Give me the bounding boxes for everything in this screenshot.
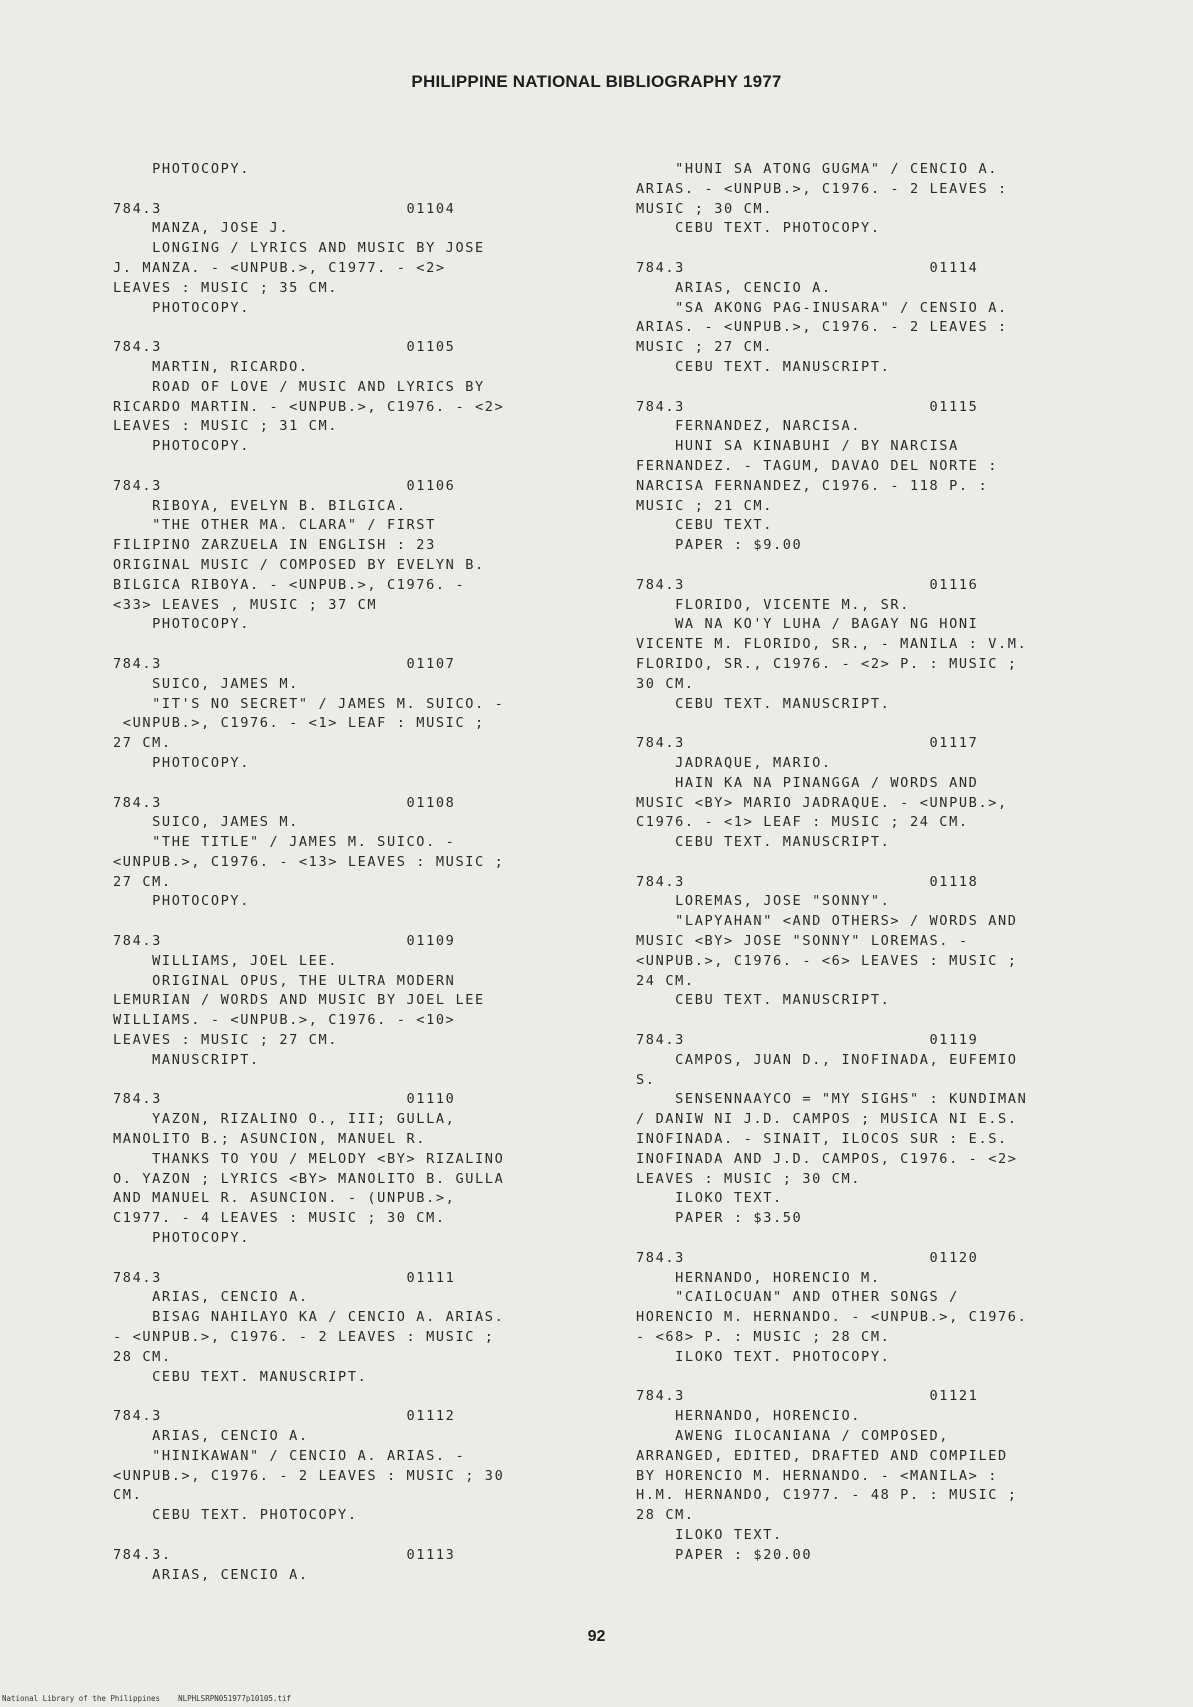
entry-line: JADRAQUE, MARIO. [636,754,832,771]
entry-line: MANUSCRIPT. [113,1051,260,1068]
entry-line: ARIAS, CENCIO A. [636,279,832,296]
entry-line: 784.3 01106 [113,477,456,494]
entry-line: - <68> P. : MUSIC ; 28 CM. [636,1329,891,1346]
entry-line: 27 CM. [113,735,172,752]
entry-line: WILLIAMS, JOEL LEE. [113,952,339,969]
entry-line: "THE TITLE" / JAMES M. SUICO. - [113,834,456,851]
entry-line: "THE OTHER MA. CLARA" / FIRST [113,517,436,534]
entry-line: LEAVES : MUSIC ; 30 CM. [636,1170,862,1187]
entry-line: LEAVES : MUSIC ; 31 CM. [113,418,339,435]
entry-line: 784.3. 01113 [113,1546,456,1563]
entry-line [113,1249,586,1269]
entry-line: 28 CM. [636,1507,695,1524]
entry-line: 784.3 01116 [636,576,979,593]
entry-line: PAPER : $9.00 [636,537,803,554]
entry-line [636,378,1094,398]
entry-line: SUICO, JAMES M. [113,814,299,831]
entry-line: ORIGINAL MUSIC / COMPOSED BY EVELYN B. [113,556,485,573]
entry-line: 784.3 01104 [113,200,456,217]
entry-line: FLORIDO, VICENTE M., SR. [636,596,910,613]
entry-line: / DANIW NI J.D. CAMPOS ; MUSICA NI E.S. [636,1111,1018,1128]
page-title: PHILIPPINE NATIONAL BIBLIOGRAPHY 1977 [411,72,782,91]
entry-line [113,457,586,477]
entry-line: ARIAS, CENCIO A. [113,1428,309,1444]
entry-line: WILLIAMS. - <UNPUB.>, C1976. - <10> [113,1012,456,1029]
entry-line: RICARDO MARTIN. - <UNPUB.>, C1976. - <2> [113,398,505,415]
entry-line: ILOKO TEXT. [636,1190,783,1207]
entry-line: PHOTOCOPY. [113,754,250,771]
entry-line: <UNPUB.>, C1976. - 2 LEAVES : MUSIC ; 30 [113,1467,505,1484]
entry-line [636,853,1094,873]
entry-line: MUSIC ; 21 CM. [636,497,773,514]
right-column [636,160,1094,1566]
entry-line: PHOTOCOPY. [113,438,250,455]
entry-line: THANKS TO YOU / MELODY <BY> RIZALINO [113,1150,505,1167]
entry-line: ARIAS. - <UNPUB.>, C1976. - 2 LEAVES : [636,180,1008,197]
entry-line: LEAVES : MUSIC ; 35 CM. [113,279,339,296]
entry-line: MANZA, JOSE J. [113,220,290,237]
entry-line: NARCISA FERNANDEZ, C1976. - 118 P. : [636,477,989,494]
entry-line: HUNI SA KINABUHI / BY NARCISA [636,438,959,455]
entry-line: ARIAS. - <UNPUB.>, C1976. - 2 LEAVES : [636,319,1008,336]
entry-line: CM. [113,1487,143,1504]
entry-line: LONGING / LYRICS AND MUSIC BY JOSE [113,240,485,257]
entry-line: PHOTOCOPY. [113,893,250,910]
entry-line: 784.3 01109 [113,933,456,950]
entry-line: CEBU TEXT. MANUSCRIPT. [113,1368,368,1385]
entry-line: ARIAS, CENCIO A. [113,1566,309,1583]
entry-line [636,1368,1094,1388]
entry-line: "IT'S NO SECRET" / JAMES M. SUICO. - [113,695,505,712]
entry-line: 784.3 01117 [636,735,979,752]
entry-line: LOREMAS, JOSE "SONNY". [636,893,891,910]
entry-line: 784.3 01108 [113,794,456,811]
entry-line: MANOLITO B.; ASUNCION, MANUEL R. [113,1131,427,1148]
entry-line: 784.3 01118 [636,873,979,890]
entry-line: ROAD OF LOVE / MUSIC AND LYRICS BY [113,378,485,395]
entry-line: FLORIDO, SR., C1976. - <2> P. : MUSIC ; [636,655,1018,672]
entry-line: SUICO, JAMES M. [113,675,299,692]
entry-line: "HINIKAWAN" / CENCIO A. ARIAS. - [113,1447,466,1464]
entry-line: 784.3 01115 [636,398,979,415]
entry-line: HAIN KA NA PINANGGA / WORDS AND [636,774,979,791]
entry-line: ILOKO TEXT. [636,1526,783,1543]
entry-line: <UNPUB.>, C1976. - <1> LEAF : MUSIC ; [113,715,485,732]
entry-line: S. [636,1071,656,1088]
entry-line [113,180,586,200]
entry-line: FERNANDEZ. - TAGUM, DAVAO DEL NORTE : [636,457,999,474]
entry-line: C1976. - <1> LEAF : MUSIC ; 24 CM. [636,814,969,831]
entry-line: CEBU TEXT. MANUSCRIPT. [636,695,891,712]
entry-line [113,1526,586,1546]
entry-line: CAMPOS, JUAN D., INOFINADA, EUFEMIO [636,1051,1018,1068]
entry-line: MUSIC ; 27 CM. [636,339,773,356]
entry-line [113,774,586,794]
entry-line: "LAPYAHAN" <AND OTHERS> / WORDS AND [636,913,1018,930]
entry-line: C1977. - 4 LEAVES : MUSIC ; 30 CM. [113,1210,446,1227]
entry-line: YAZON, RIZALINO O., III; GULLA, [113,1111,456,1128]
entry-line: CEBU TEXT. PHOTOCOPY. [113,1507,358,1524]
entry-line: CEBU TEXT. MANUSCRIPT. [636,834,891,851]
entry-line [636,556,1094,576]
entry-line: <UNPUB.>, C1976. - <6> LEAVES : MUSIC ; [636,952,1018,969]
entry-line: SENSENNAAYCO = "MY SIGHS" : KUNDIMAN [636,1091,1028,1108]
entry-line: LEAVES : MUSIC ; 27 CM. [113,1032,339,1049]
entry-line: 784.3 01119 [636,1032,979,1049]
entry-line: INOFINADA. - SINAIT, ILOCOS SUR : E.S. [636,1131,1008,1148]
entry-line: PHOTOCOPY. [113,1230,250,1247]
entry-line: 784.3 01121 [636,1388,979,1405]
entry-line: CEBU TEXT. PHOTOCOPY. [636,220,881,237]
entry-line [636,714,1094,734]
entry-line: CEBU TEXT. MANUSCRIPT. [636,358,891,375]
entry-line: 784.3 01112 [113,1408,456,1425]
entry-line: PHOTOCOPY. [113,161,250,177]
entry-line: HERNANDO, HORENCIO M. [636,1269,881,1286]
page-number: 92 [587,1628,606,1645]
entry-line: ARIAS, CENCIO A. [113,1289,309,1306]
entry-line: PHOTOCOPY. [113,616,250,633]
entry-line: PHOTOCOPY. [113,299,250,316]
entry-line: 784.3 01111 [113,1269,456,1286]
entry-line [113,912,586,932]
entry-line: <UNPUB.>, C1976. - <13> LEAVES : MUSIC ; [113,853,505,870]
entry-line: MUSIC ; 30 CM. [636,200,773,217]
entry-line: 784.3 01114 [636,259,979,276]
entry-line: 28 CM. [113,1348,172,1365]
entry-line [113,318,586,338]
entry-line: CEBU TEXT. [636,517,773,534]
entry-line [636,1011,1094,1031]
entry-line: INOFINADA AND J.D. CAMPOS, C1976. - <2> [636,1150,1018,1167]
entry-line: BISAG NAHILAYO KA / CENCIO A. ARIAS. [113,1309,505,1326]
entry-line: VICENTE M. FLORIDO, SR., - MANILA : V.M. [636,636,1028,653]
entry-line: "HUNI SA ATONG GUGMA" / CENCIO A. [636,161,999,177]
entry-line: MUSIC <BY> JOSE "SONNY" LOREMAS. - [636,933,969,950]
entry-line: <33> LEAVES , MUSIC ; 37 CM [113,596,378,613]
entry-line: PAPER : $20.00 [636,1546,813,1563]
entry-line: - <UNPUB.>, C1976. - 2 LEAVES : MUSIC ; [113,1329,495,1346]
entry-line [636,1229,1094,1249]
entry-line: MUSIC <BY> MARIO JADRAQUE. - <UNPUB.>, [636,794,1008,811]
entry-line: ORIGINAL OPUS, THE ULTRA MODERN [113,972,456,989]
scan-footer: National Library of the Philippines NLPHLSRPN051977p10105.tif [2,1694,291,1703]
entry-line: RIBOYA, EVELYN B. BILGICA. [113,497,407,514]
entry-line [636,239,1094,259]
entry-line [113,1387,586,1407]
entry-line: AWENG ILOCANIANA / COMPOSED, [636,1428,950,1444]
entry-line: BILGICA RIBOYA. - <UNPUB.>, C1976. - [113,576,466,593]
entry-line: H.M. HERNANDO, C1977. - 48 P. : MUSIC ; [636,1487,1018,1504]
entry-line: 27 CM. [113,873,172,890]
entry-line: BY HORENCIO M. HERNANDO. - <MANILA> : [636,1467,999,1484]
entry-line: 784.3 01110 [113,1091,456,1108]
entry-line: FILIPINO ZARZUELA IN ENGLISH : 23 [113,537,436,554]
entry-line [113,1071,586,1091]
entry-line: "SA AKONG PAG-INUSARA" / CENSIO A. [636,299,1008,316]
entry-line: HERNANDO, HORENCIO. [636,1408,862,1425]
entry-line: J. MANZA. - <UNPUB.>, C1977. - <2> [113,259,446,276]
left-column [113,160,586,1585]
entry-line: 30 CM. [636,675,695,692]
entry-line: LEMURIAN / WORDS AND MUSIC BY JOEL LEE [113,992,485,1009]
entry-line: 784.3 01107 [113,655,456,672]
entry-line: FERNANDEZ, NARCISA. [636,418,862,435]
entry-line: ILOKO TEXT. PHOTOCOPY. [636,1348,891,1365]
entry-line: MARTIN, RICARDO. [113,358,309,375]
entry-line: ARRANGED, EDITED, DRAFTED AND COMPILED [636,1447,1008,1464]
entry-line: WA NA KO'Y LUHA / BAGAY NG HONI [636,616,979,633]
entry-line [113,635,586,655]
entry-line: 784.3 01120 [636,1249,979,1266]
entry-line: CEBU TEXT. MANUSCRIPT. [636,992,891,1009]
entry-line: AND MANUEL R. ASUNCION. - (UNPUB.>, [113,1190,456,1207]
entry-line: "CAILOCUAN" AND OTHER SONGS / [636,1289,959,1306]
entry-line: 784.3 01105 [113,339,456,356]
entry-line: PAPER : $3.50 [636,1210,803,1227]
entry-line: HORENCIO M. HERNANDO. - <UNPUB.>, C1976. [636,1309,1028,1326]
entry-line: O. YAZON ; LYRICS <BY> MANOLITO B. GULLA [113,1170,505,1187]
entry-line: 24 CM. [636,972,695,989]
